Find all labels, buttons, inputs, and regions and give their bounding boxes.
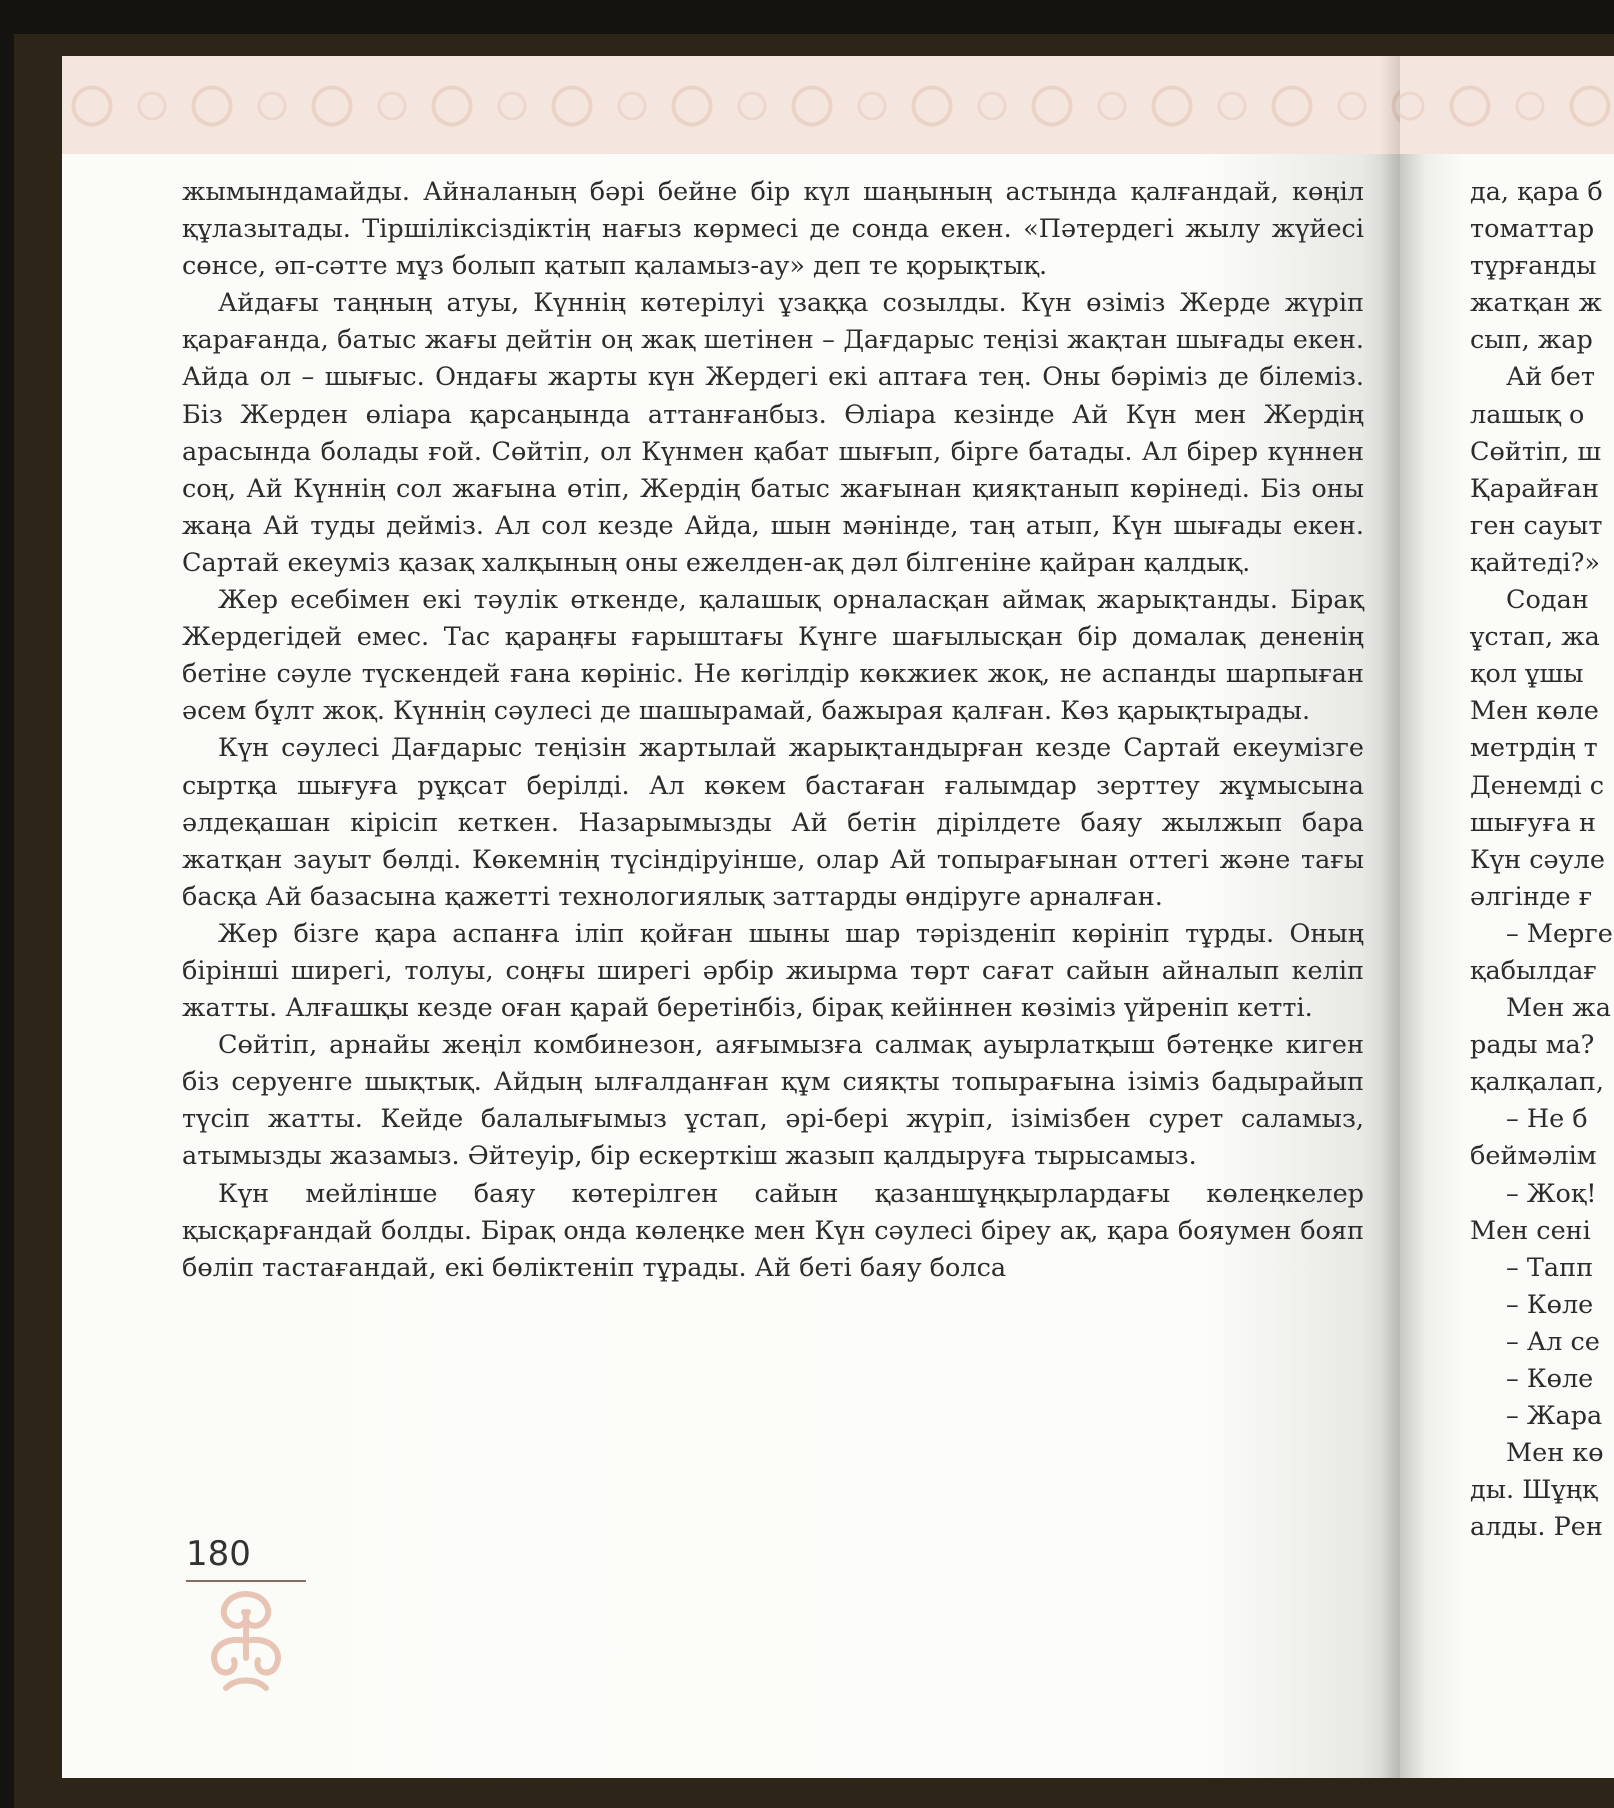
right-page-line: – Жара [1506, 1401, 1603, 1432]
right-page-line: Мен көле [1470, 696, 1599, 727]
right-page-line: Ай бет [1506, 362, 1595, 393]
right-page-line: тұрғанды [1470, 251, 1597, 282]
right-page-line: – Тапп [1506, 1252, 1594, 1283]
right-page-line: Қарайған [1470, 473, 1600, 504]
right-page-line: – Не б [1506, 1104, 1588, 1135]
right-page-line: Мен сені [1470, 1215, 1591, 1246]
right-page-line: қайтеді?» [1470, 547, 1600, 578]
right-page-line: Мен кө [1506, 1438, 1604, 1469]
right-page-line: метрдің т [1470, 733, 1598, 764]
header-ornament [62, 56, 1402, 154]
corner-ornament-icon [196, 1586, 296, 1696]
paragraph-4: Күн сәулесі Дағдарыс теңізін жартылай жарықтандырған кезде Сартай екеумізге сыртқа шығуға рұқсат берілді. Ал көкем бастаған ғалымдар зерттеу жұмысына әлдеқашан кірісіп кеткен. Назарымызды Ай бетін дірілдете баяу жылжып бара жатқан зауыт бөлді. Көкемнің түсіндіруінше, олар Ай топырағынан оттегі және тағы басқа Ай базасына қажетті технологиялық заттарды өндіруге арналған. [182, 733, 1364, 912]
right-page-line: жатқан ж [1470, 288, 1602, 319]
right-page-line: Сөйтіп, ш [1470, 436, 1602, 467]
paragraph-3: Жер есебімен екі тәулік өткенде, қалашық орналасқан аймақ жарықтанды. Бірақ Жердегідей емес. Тас қараңғы ғарыштағы Күнге шағылысқан бір домалақ дененің бетіне сәуле түскендей ғана көрініс. Не көгілдір көкжиек жоқ, не аспанды шарпыған әсем бұлт жоқ. Күннің сәулесі де шашырамай, бажырая қалған. Көз қарықтырады. [182, 585, 1364, 727]
right-page-line: әлгінде ғ [1470, 881, 1593, 912]
right-page-line: рады ма? [1470, 1030, 1595, 1061]
right-page-line: қалқалап, [1470, 1067, 1605, 1098]
page-number: 180 [186, 1534, 251, 1574]
right-page-line: Күн сәуле [1470, 844, 1605, 875]
right-page-line: ген сауыт [1470, 510, 1603, 541]
right-page-line: Содан [1506, 585, 1589, 616]
right-page-line: сып, жар [1470, 325, 1593, 356]
right-header-ornament [1400, 56, 1614, 154]
paragraph-1: жымындамайды. Айналаның бәрі бейне бір күл шаңының астында қалғандай, көңіл құлазытады. Тіршіліксіздіктің нағыз көрмесі де сонда екен. «Пәтердегі жылу жүйесі сөнсе, әп-сәтте мұз болып қатып қаламыз-ау» деп те қорықтық. [182, 177, 1364, 282]
right-page-line: – Ал се [1506, 1326, 1600, 1357]
right-page-line: алды. Рен [1470, 1512, 1603, 1543]
right-page-line: қабылдағ [1470, 955, 1597, 986]
right-page-line: – Мерге [1506, 918, 1613, 949]
right-page-line: – Көле [1506, 1364, 1594, 1394]
right-page-line: – Жоқ! [1506, 1178, 1597, 1209]
right-page-line: лашық о [1470, 399, 1585, 430]
right-page-line: Денемді с [1470, 770, 1604, 801]
right-page-line: ды. Шұңқ [1470, 1475, 1598, 1506]
right-page-line: да, қара б [1470, 177, 1603, 207]
left-page [62, 56, 1402, 1778]
page-number-rule [186, 1580, 306, 1582]
right-page-line: шығуға н [1470, 807, 1597, 838]
page-text [182, 174, 1364, 1287]
right-page [1400, 56, 1614, 1778]
paragraph-2: Айдағы таңның атуы, Күннің көтерілуі ұзаққа созылды. Күн өзіміз Жерде жүріп қарағанда, батыс жағы дейтін оң жақ шетінен – Дағдарыс теңізі жақтан шығады екен. Айда ол – шығыс. Ондағы жарты күн Жердегі екі аптаға тең. Оны бәріміз де білеміз. Біз Жерден өліара қарсаңында аттанғанбыз. Өліара кезінде Ай Күн мен Жердің арасында болады ғой. Сөйтіп, ол Күнмен қабат шығып, бірге батады. Ал бірер күннен соң, Ай Күннің сол жағына өтіп, Жердің батыс жағынан қияқтанып көрінеді. Біз оны жаңа Ай туды дейміз. Ал сол кезде Айда, шын мәнінде, таң атып, Күн шығады екен. Сартай екеуміз қазақ халқының оны ежелден-ақ дәл білгеніне қайран қалдық. [182, 288, 1364, 578]
paragraph-7: Күн мейлінше баяу көтерілген сайын қазаншұңқырлардағы көлеңкелер қысқарғандай болды. Бірақ онда көлеңке мен Күн сәулесі біреу ақ, қара бояумен бояп бөліп тастағандай, екі бөліктеніп тұрады. Ай беті баяу болса [182, 1178, 1364, 1283]
right-page-line: ұстап, жа [1470, 622, 1600, 653]
right-page-text [1470, 174, 1614, 1546]
right-page-line: – Көле [1506, 1289, 1594, 1320]
paragraph-5: Жер бізге қара аспанға іліп қойған шыны шар тәрізденіп көрініп тұрды. Оның бірінші ширегі, толуы, соңғы ширегі әрбір жиырма төрт сағат сайын айналып келіп жатты. Алғашқы кезде оған қарай беретінбіз, бірақ кейіннен көзіміз үйреніп кетті. [182, 918, 1364, 1024]
right-page-line: Мен жа [1506, 993, 1611, 1024]
right-page-line: қол ұшы [1470, 659, 1584, 690]
paragraph-6: Сөйтіп, арнайы жеңіл комбинезон, аяғымызға салмақ ауырлатқыш бәтеңке киген біз серуенге шықтық. Айдың ылғалданған құм сияқты топырағына ізіміз бадырайып түсіп жатты. Кейде балалығымыз ұстап, әрі-бері жүріп, ізімізбен сурет саламыз, атымызды жазамыз. Әйтеуір, бір ескерткіш жазып қалдыруға тырысамыз. [182, 1030, 1364, 1172]
right-page-line: томаттар [1470, 214, 1595, 245]
right-page-line: беймәлім [1470, 1141, 1597, 1172]
